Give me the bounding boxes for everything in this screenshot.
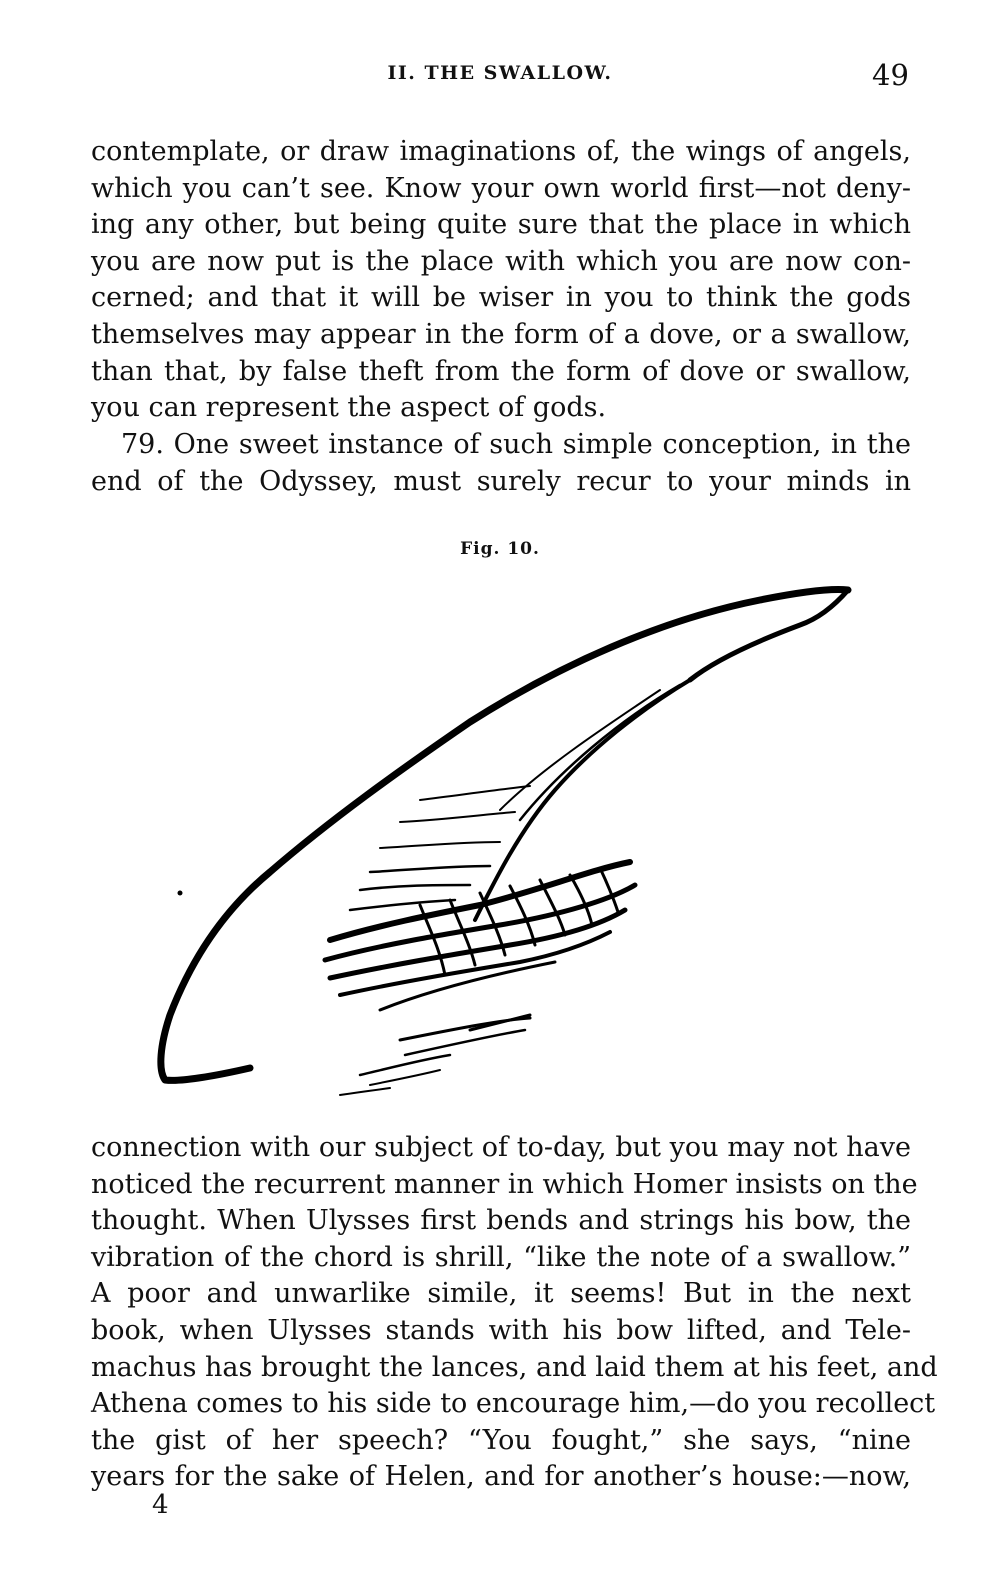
text-line: you can represent the aspect of gods.: [91, 392, 607, 424]
text-line: A poor and unwarlike simile, it seems! But in the next: [91, 1278, 911, 1310]
text-line: 79. One sweet instance of such simple conception, in the: [121, 429, 911, 460]
text-line: end of the Odyssey, must surely recur to your minds in: [91, 465, 911, 497]
text-line: years for the sake of Helen, and for another’s house:—now,: [91, 1461, 911, 1493]
text-line: Athena comes to his side to encourage him,—do you recollect: [91, 1388, 936, 1420]
text-line: thought. When Ulysses first bends and strings his bow, the: [91, 1205, 911, 1237]
text-line: the gist of her speech? “You fought,” she says, “nine: [91, 1424, 911, 1456]
running-title: II. THE SWALLOW.: [387, 62, 613, 84]
text-line: themselves may appear in the form of a dove, or a swallow,: [91, 318, 911, 350]
text-line: contemplate, or draw imaginations of, the wings of angels,: [91, 136, 911, 167]
page-number: 49: [872, 58, 909, 92]
text-line: ing any other, but being quite sure that the place in which: [91, 209, 911, 241]
figure-caption: Fig. 10.: [460, 539, 540, 559]
text-line: you are now put is the place with which you are now con-: [91, 245, 911, 277]
text-line: noticed the recurrent manner in which Homer insists on the: [91, 1168, 918, 1200]
text-line: connection with our subject of to-day, but you may not have: [91, 1132, 911, 1163]
text-line: which you can’t see. Know your own world first—not deny-: [91, 172, 911, 204]
paragraph-1: [91, 134, 911, 427]
paragraph-3: [91, 1130, 938, 1496]
text-line: machus has brought the lances, and laid them at his feet, and: [91, 1351, 938, 1383]
text-line: vibration of the chord is shrill, “like the note of a swallow.”: [91, 1241, 911, 1273]
signature-mark: 4: [152, 1490, 169, 1520]
text-line: cerned; and that it will be wiser in you to think the gods: [91, 282, 911, 314]
text-line: book, when Ulysses stands with his bow lifted, and Tele-: [91, 1314, 911, 1346]
paragraph-2: [91, 427, 911, 500]
text-line: than that, by false theft from the form of dove or swallow,: [91, 355, 911, 387]
